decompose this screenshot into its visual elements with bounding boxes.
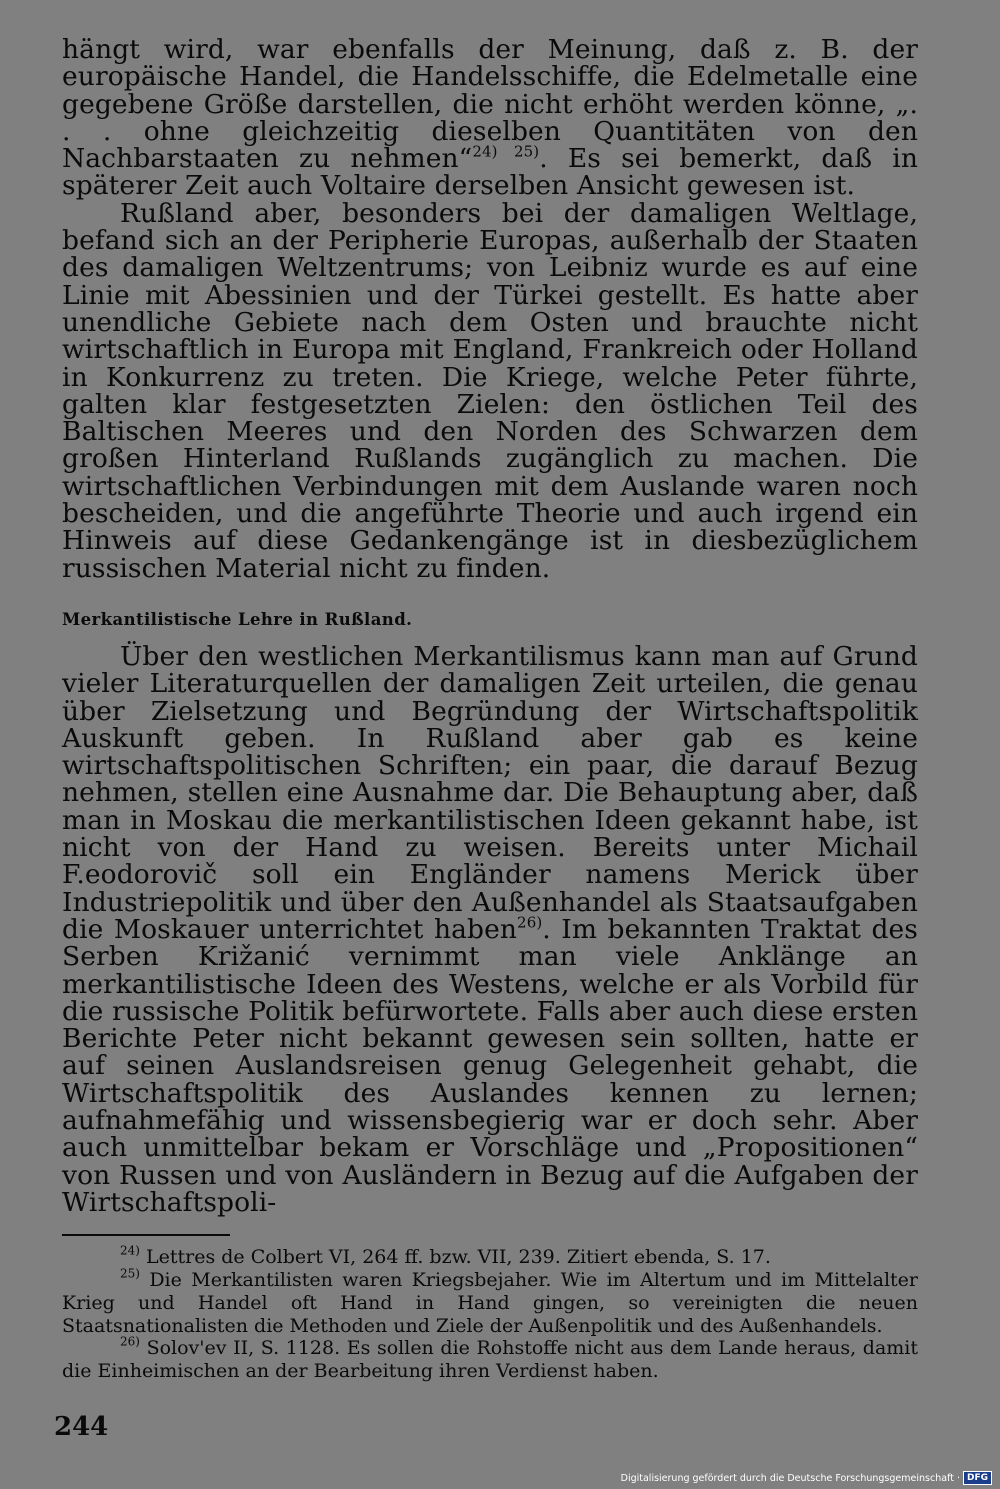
section-heading: Merkantilistische Lehre in Rußland.: [62, 609, 413, 629]
paragraph-text-tail: . Im bekannten Traktat des Serben Križanić vernimmt man viele Anklänge an merkantilistische Ideen des Westens, welche er als Vorbild für die russische Politik befürwortete. Falls aber auch diese ersten Berichte Peter nicht bekannt gewesen sein sollten, hatte er auf seinen Auslandsreisen genug Gelegenheit gehabt, die Wirtschaftspolitik des Auslandes kennen zu lernen; aufnahmefähig und wissensbegierig war er doch sehr. Aber auch unmittelbar bekam er Vorschläge und „Propositionen“ von Russen und von Ausländern in Bezug auf die Aufgaben der Wirtschaftspoli-: [62, 913, 918, 1218]
footnote-reference[interactable]: 24) 25): [472, 142, 540, 161]
footnotes: [62, 1243, 918, 1383]
footnote-mark: 26): [120, 1334, 140, 1349]
footnote-24: [62, 1243, 918, 1269]
paragraph-text-tail: . Es sei bemerkt, daß in späterer Zeit auch Voltaire derselben Ansicht gewesen ist.: [62, 143, 918, 202]
footnote-separator: [62, 1234, 230, 1236]
paragraph-text: hängt wird, war ebenfalls der Meinung, daß z. B. der europäische Handel, die Handelsschiffe, die Edelmetalle eine gegebene Größe darstellen, die nicht erhöht werden könne, „. . . ohne gleichzeitig dieselben Quantitäten von den Nachbarstaaten zu nehmen“: [62, 34, 918, 175]
footnote-mark: 25): [120, 1266, 140, 1281]
paragraph-continuation: [62, 36, 918, 200]
paragraph-text: Rußland aber, besonders bei der damaligen Weltlage, befand sich an der Peripherie Europas, außerhalb der Staaten des damaligen Weltzentrums; von Leibniz wurde es auf eine Linie mit Abessinien und der Türkei gestellt. Es hatte aber unendliche Gebiete nach dem Osten und brauchte nicht wirtschaftlich in Europa mit England, Frankreich oder Holland in Konkurrenz zu treten. Die Kriege, welche Peter führte, galten klar festgesetzten Zielen: den östlichen Teil des Baltischen Meeres und den Norden des Schwarzen dem großen Hinterland Rußlands zugänglich zu machen. Die wirtschaftlichen Verbindungen mit dem Auslande waren noch bescheiden, und die angeführte Theorie und auch irgend ein Hinweis auf diese Gedankengänge ist in diesbezüglichem russischen Material nicht zu finden.: [62, 197, 918, 584]
footnote-reference[interactable]: 26): [517, 913, 543, 932]
funding-banner: [621, 1470, 992, 1486]
funding-text: Digitalisierung gefördert durch die Deutsche Forschungsgemeinschaft ·: [620, 1472, 960, 1484]
footnote-mark: 24): [120, 1243, 140, 1258]
paragraph-text: Über den westlichen Merkantilismus kann man auf Grund vieler Literaturquellen der damaligen Zeit urteilen, die genau über Zielsetzung und Begründung der Wirtschaftspolitik Auskunft geben. In Rußland aber gab es keine wirtschaftspolitischen Schriften; ein paar, die darauf Bezug nehmen, stellen eine Ausnahme dar. Die Behauptung aber, daß man in Moskau die merkantilistischen Ideen gekannt habe, ist nicht von der Hand zu weisen. Bereits unter Michail F.eodorovič soll ein Engländer namens Merick über Industriepolitik und über den Außenhandel als Staatsaufgaben die Moskauer unterrichtet haben: [62, 640, 918, 945]
paragraph-mercantilism: [62, 640, 918, 1218]
footnote-25: [62, 1266, 918, 1337]
footnote-text: Solov'ev II, S. 1128. Es sollen die Rohstoffe nicht aus dem Lande heraus, damit die Einheimischen an der Bearbeitung ihren Verdienst haben.: [62, 1337, 918, 1383]
dfg-logo-icon: DFG: [963, 1471, 992, 1485]
footnote-text: Die Merkantilisten waren Kriegsbejaher. Wie im Altertum und im Mittelalter Krieg und Handel oft Hand in Hand gingen, so vereinigten die neuen Staatsnationalisten die Methoden und Ziele der Außenpolitik und des Außenhandels.: [62, 1268, 918, 1337]
page-body: [62, 36, 918, 1383]
footnote-text: Lettres de Colbert VI, 264 ff. bzw. VII, 239. Zitiert ebenda, S. 17.: [146, 1246, 771, 1269]
page-number: 244: [54, 1412, 109, 1442]
footnote-26: [62, 1334, 918, 1383]
paragraph-russia: [62, 197, 918, 584]
